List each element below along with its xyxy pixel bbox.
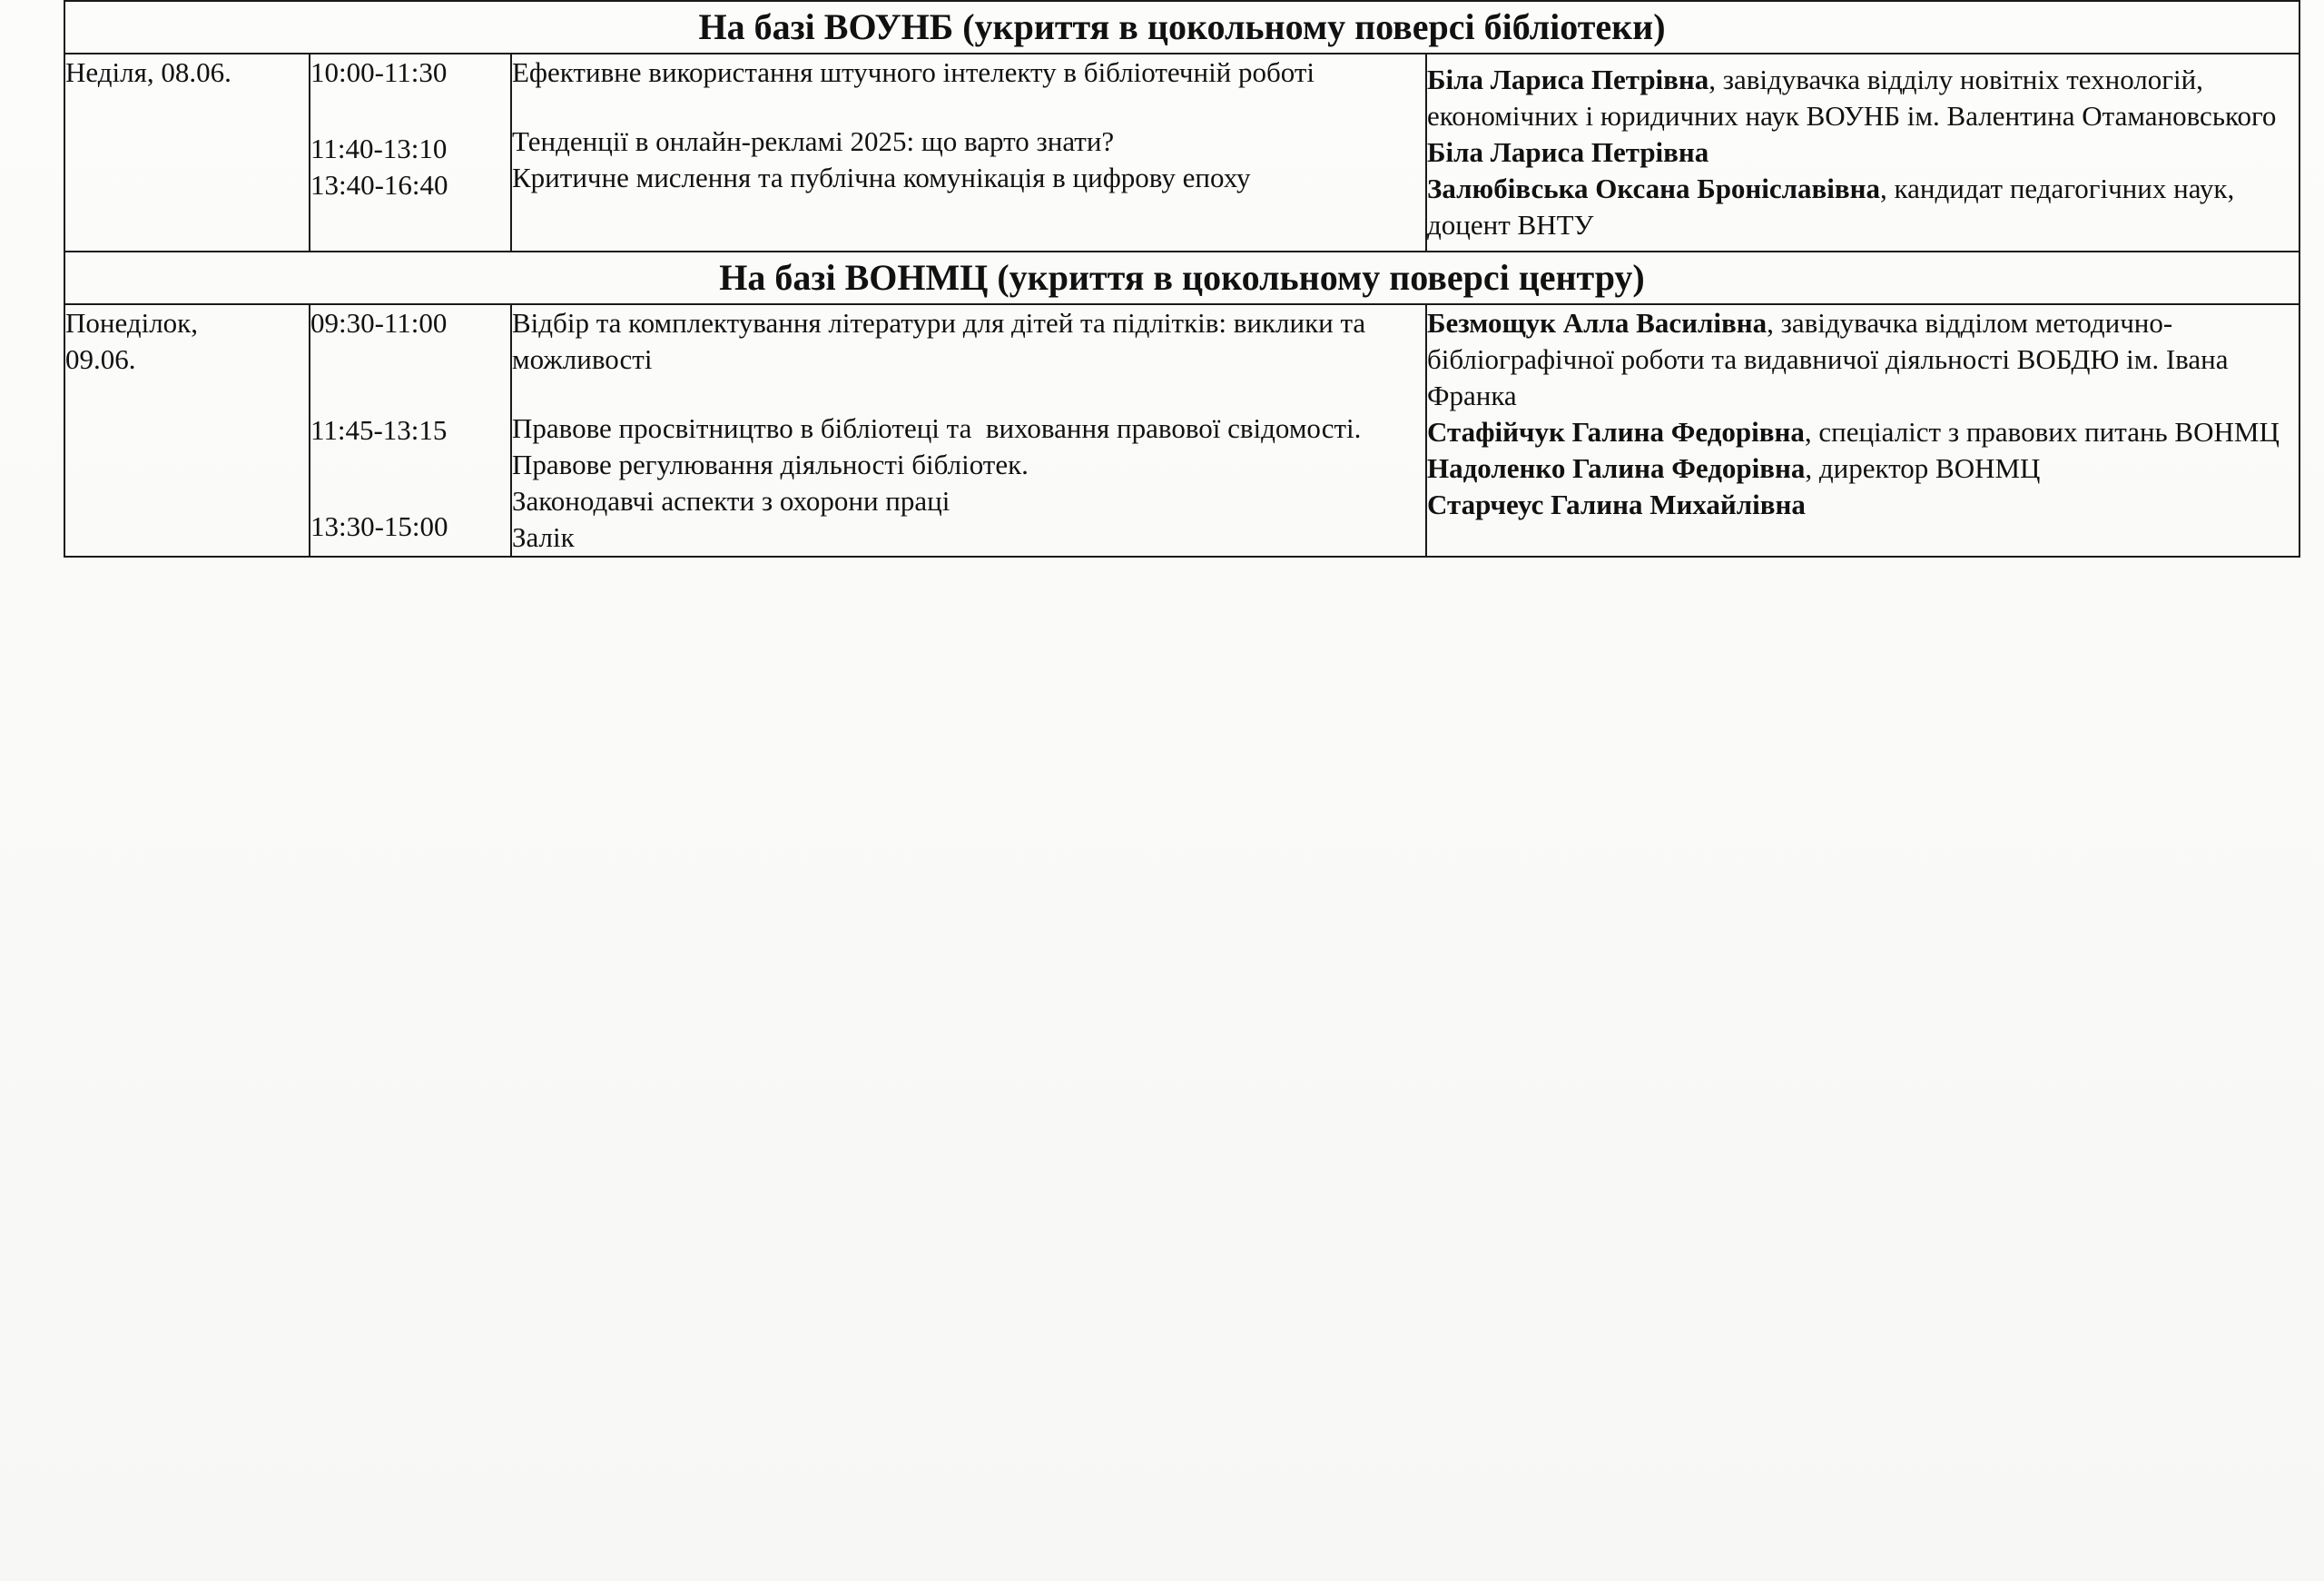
- speaker-name: Біла Лариса Петрівна: [1427, 136, 1709, 168]
- speaker-cell: [1426, 304, 2299, 557]
- time-slot: 09:30-11:00: [310, 307, 448, 339]
- topic-text: Законодавчі аспекти з охорони праці: [512, 485, 950, 517]
- section-header-vounb: [64, 1, 2299, 54]
- speaker-name: Стафійчук Галина Федорівна: [1427, 416, 1805, 448]
- speaker-entry: [1427, 487, 2299, 523]
- speaker-entry: [1427, 171, 2299, 243]
- time-slot: 11:40-13:10: [310, 133, 448, 164]
- time-cell: [310, 304, 511, 557]
- speaker-name: Біла Лариса Петрівна: [1427, 64, 1709, 95]
- speaker-entry: [1427, 134, 2299, 171]
- speaker-role: , директор ВОНМЦ: [1805, 452, 2041, 484]
- topic-cell: [511, 54, 1426, 252]
- speaker-name: Надоленко Галина Федорівна: [1427, 452, 1806, 484]
- topic-text: Відбір та комплектування літератури для дітей та підлітків: виклики та можливості: [512, 307, 1373, 375]
- time-slot: 11:45-13:15: [310, 414, 448, 446]
- topic-text: Правове просвітництво в бібліотеці та виховання правової свідомості. Правове регулювання діяльності бібліотек.: [512, 412, 1369, 480]
- topic-cell: [511, 304, 1426, 557]
- time-slot: 13:30-15:00: [310, 510, 448, 542]
- day-cell: [64, 54, 310, 252]
- time-slot: 10:00-11:30: [310, 56, 448, 88]
- speaker-name: Старчеус Галина Михайлівна: [1427, 489, 1806, 520]
- speaker-entry: [1427, 62, 2299, 134]
- day-cell: [64, 304, 310, 557]
- schedule-table: [64, 0, 2300, 558]
- speaker-role: , спеціаліст з правових питань ВОНМЦ: [1804, 416, 2280, 448]
- section-header-vonmc: [64, 252, 2299, 304]
- day-label: Неділя, 08.06.: [65, 56, 231, 88]
- speaker-entry: [1427, 450, 2299, 487]
- speaker-entry: [1427, 414, 2299, 450]
- topic-text: Тенденції в онлайн-рекламі 2025: що варто знати?: [512, 125, 1115, 157]
- speaker-name: Безмощук Алла Василівна: [1427, 307, 1768, 339]
- topic-text: Залік: [512, 521, 575, 553]
- day-label: Понеділок, 09.06.: [65, 307, 205, 375]
- topic-text: Критичне мислення та публічна комунікація в цифрову епоху: [512, 162, 1251, 193]
- speaker-name: Залюбівська Оксана Броніславівна: [1427, 173, 1881, 204]
- section-heading: На базі ВОУНБ (укриття в цокольному поверсі бібліотеки): [64, 1, 2299, 54]
- topic-text: Ефективне використання штучного інтелекту в бібліотечній роботі: [512, 56, 1315, 88]
- section-heading: На базі ВОНМЦ (укриття в цокольному поверсі центру): [64, 252, 2299, 304]
- time-cell: [310, 54, 511, 252]
- schedule-row-monday: [64, 304, 2299, 557]
- speaker-role: , кандидат педагогічних наук, доцент ВНТУ: [1427, 173, 2235, 241]
- speaker-role: , завідувачка відділом методично-бібліографічної роботи та видавничої діяльності ВОБДЮ ім. Івана Франка: [1427, 307, 2229, 411]
- schedule-row-sunday: [64, 54, 2299, 252]
- speaker-cell: [1426, 54, 2299, 252]
- speaker-role: , завідувачка відділу новітніх технологій, економічних і юридичних наук ВОУНБ ім. Валентина Отамановського: [1427, 64, 2277, 132]
- time-slot: 13:40-16:40: [310, 169, 448, 201]
- speaker-entry: [1427, 305, 2299, 414]
